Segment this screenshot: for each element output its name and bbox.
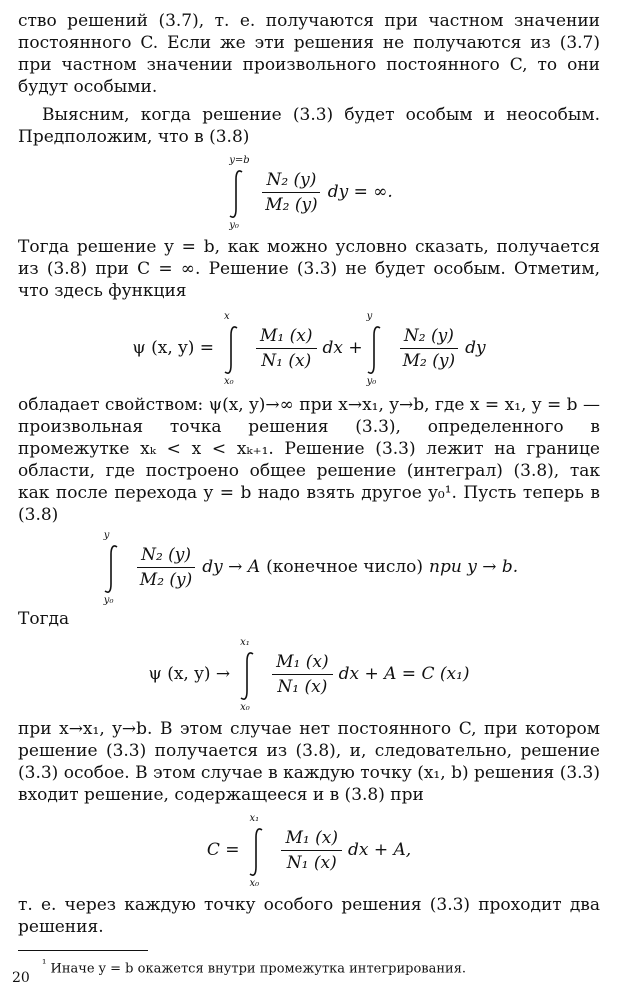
integral-upper-limit: x: [224, 311, 230, 322]
formula-5: [18, 806, 600, 894]
integral-lower-limit: x₀: [224, 376, 234, 387]
integral-sign: [227, 155, 251, 231]
formula-tail: dy: [465, 338, 486, 358]
formula-tail: при y → b.: [429, 557, 519, 577]
formula-3: [18, 526, 600, 608]
integral-upper-limit: y: [103, 530, 110, 541]
fraction: [281, 828, 341, 873]
formula-middle: dx +: [322, 338, 363, 358]
integral-sign: [238, 637, 262, 713]
integral-sign: [365, 311, 389, 387]
paragraph-2: Выясним, когда решение (3.3) будет особым и неособым. Предположим, что в (3.8): [18, 105, 600, 147]
footnote: [42, 955, 600, 978]
paragraph-7: т. е. через каждую точку особого решения (3.3) проходит два решения.: [18, 895, 600, 937]
fraction-numerator: M₁ (x): [256, 326, 316, 349]
footnote-divider: [18, 950, 148, 951]
fraction-denominator: N₁ (x): [277, 676, 328, 697]
integral-lower-limit: x₀: [240, 702, 250, 713]
integral-sign: [247, 813, 271, 889]
paragraph-3: Тогда решение y = b, как можно условно сказать, получается из (3.8) при C = ∞. Решение (3.3) не будет особым. Отметим, что здесь функция: [18, 237, 600, 301]
formula-note: (конечное число): [266, 557, 424, 577]
fraction-numerator: N₂ (y): [400, 326, 458, 349]
formula-tail: dx + A = C (x₁): [338, 664, 470, 684]
page-content: [18, 10, 600, 978]
fraction-denominator: M₂ (y): [265, 194, 318, 215]
formula-lhs: C =: [206, 840, 240, 860]
integral-upper-limit: y: [366, 311, 373, 322]
integral-lower-limit: y₀: [103, 595, 114, 606]
integral-upper-limit: x₁: [240, 637, 250, 648]
integral-sign: [222, 311, 246, 387]
fraction-numerator: M₁ (x): [281, 828, 341, 851]
formula-tail: dx + A,: [347, 840, 412, 860]
integral-lower-limit: x₀: [249, 878, 260, 889]
paragraph-4: обладает свойством: ψ(x, y)→∞ при x→x₁, y→b, где x = x₁, y = b — произвольная точка решения (3.3), определенного в промежутке xₖ < x < xₖ₊₁. Решение (3.3) лежит на границе области, где построено общее решение (интеграл) (3.8), так как после перехода y = b надо взять другое y₀¹. Пусть теперь в (3.8): [18, 395, 600, 525]
footnote-text: Иначе y = b окажется внутри промежутка интегрирования.: [50, 961, 467, 977]
fraction-denominator: M₂ (y): [139, 569, 193, 590]
fraction: [136, 545, 197, 590]
fraction: [272, 652, 332, 697]
fraction-numerator: N₂ (y): [137, 545, 195, 568]
integral-upper-limit: x₁: [249, 813, 260, 824]
formula-1: [18, 148, 600, 236]
integral-lower-limit: y₀: [229, 220, 239, 231]
footnote-marker: ¹: [42, 957, 47, 970]
fraction-numerator: M₁ (x): [272, 652, 332, 675]
fraction-denominator: N₁ (x): [286, 852, 337, 873]
integral-sign: [102, 530, 126, 606]
formula-tail: dy → A: [202, 557, 261, 577]
fraction-numerator: N₂ (y): [262, 170, 320, 193]
paragraph-6: при x→x₁, y→b. В этом случае нет постоянного C, при котором решение (3.3) получается из (3.8), и, следовательно, решение (3.3) особое. В этом случае в каждую точку (x₁, b) решения (3.3) входит решение, содержащееся и в (3.8) при: [18, 719, 600, 805]
fraction: [261, 170, 322, 215]
page-number: 20: [12, 970, 30, 986]
integral-upper-limit: y=b: [229, 155, 250, 166]
paragraph-5: Тогда: [18, 609, 70, 629]
fraction-denominator: M₂ (y): [402, 350, 456, 371]
formula-tail: dy = ∞.: [327, 182, 393, 202]
fraction: [256, 326, 316, 371]
formula-4: [18, 630, 600, 718]
fraction: [399, 326, 460, 371]
fraction-denominator: N₁ (x): [261, 350, 312, 371]
formula-lhs: ψ (x, y) =: [132, 338, 215, 358]
paragraph-1: ство решений (3.7), т. е. получаются при частном значении постоянного C. Если же эти решения не получаются из (3.7) при частном значении произвольного постоянного C, то они будут особыми.: [18, 11, 600, 97]
integral-lower-limit: y₀: [366, 376, 377, 387]
formula-2: [18, 302, 600, 394]
formula-lhs: ψ (x, y) →: [148, 664, 231, 684]
